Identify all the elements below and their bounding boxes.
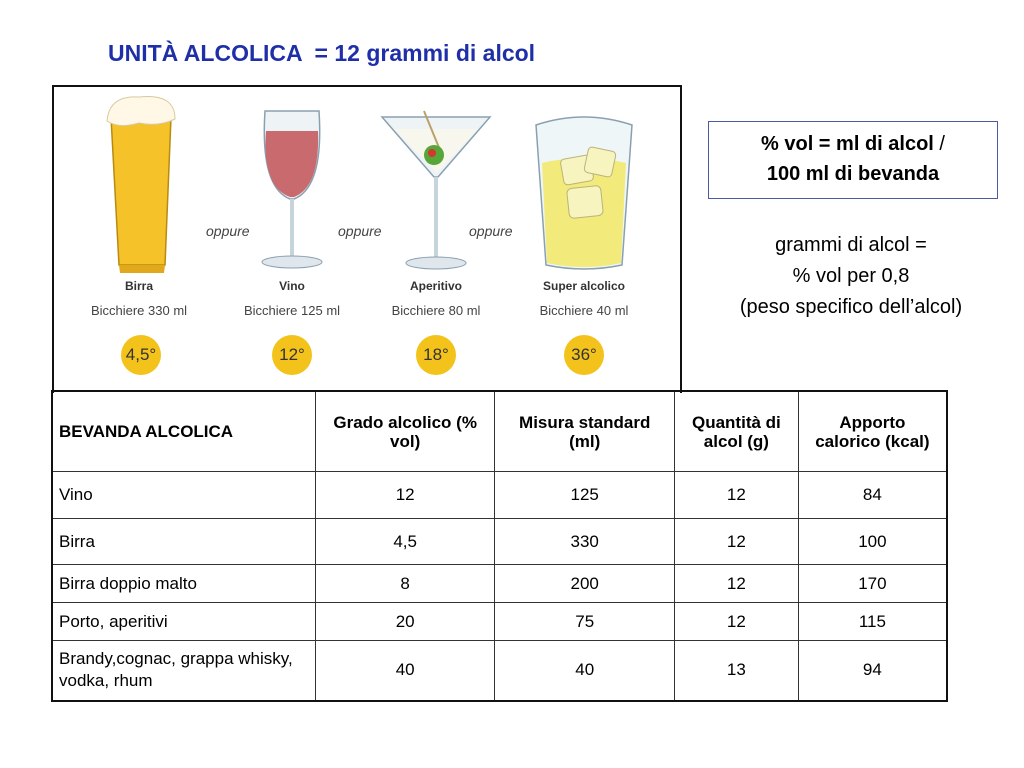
- drink-measure: Bicchiere 40 ml: [539, 303, 629, 318]
- header-cell: Grado alcolico (% vol): [315, 391, 495, 472]
- table-cell: 4,5: [315, 519, 495, 565]
- table-cell: 100: [798, 519, 947, 565]
- volume-formula-box: [708, 121, 998, 199]
- volume-formula-tail: /: [933, 133, 945, 155]
- table-cell: 12: [674, 519, 798, 565]
- drink-name: Super alcolico: [542, 279, 626, 293]
- grams-formula-line2: % vol per 0,8: [792, 265, 910, 287]
- table-cell: 170: [798, 565, 947, 603]
- spirit-glass-icon: [524, 87, 644, 277]
- drink-measure: Bicchiere 330 ml: [90, 303, 188, 318]
- table-cell: Vino: [52, 472, 315, 519]
- oppure-label: oppure: [338, 223, 382, 239]
- table-row: [52, 565, 947, 603]
- alcohol-table: [51, 390, 948, 702]
- wine-drink: [232, 87, 352, 393]
- table-cell: 12: [674, 603, 798, 641]
- table-cell: 12: [674, 565, 798, 603]
- oppure-label: oppure: [469, 223, 513, 239]
- grams-formula: [686, 230, 1016, 323]
- table-cell: Brandy,cognac, grappa whisky, vodka, rhum: [52, 641, 315, 701]
- oppure-label: oppure: [206, 223, 250, 239]
- header-cell: BEVANDA ALCOLICA: [52, 391, 315, 472]
- grams-formula-line3: (peso specifico dell’alcol): [739, 296, 963, 318]
- table-row: [52, 603, 947, 641]
- table-header-row: [52, 391, 947, 472]
- table-cell: Birra: [52, 519, 315, 565]
- table-cell: 40: [315, 641, 495, 701]
- table-cell: 12: [674, 472, 798, 519]
- table-cell: 200: [495, 565, 675, 603]
- drink-name: Aperitivo: [409, 279, 462, 293]
- table-cell: 13: [674, 641, 798, 701]
- volume-formula-line2: 100 ml di bevanda: [766, 163, 940, 185]
- header-cell: Quantità di alcol (g): [674, 391, 798, 472]
- table-cell: 8: [315, 565, 495, 603]
- spirit-drink: [524, 87, 644, 393]
- degree-badge: 12°: [272, 335, 312, 375]
- table-cell: Birra doppio malto: [52, 565, 315, 603]
- header-cell: Misura standard (ml): [495, 391, 675, 472]
- wine-glass-icon: [232, 87, 352, 277]
- beer-glass-icon: [79, 87, 199, 277]
- table-cell: Porto, aperitivi: [52, 603, 315, 641]
- degree-badge: 4,5°: [121, 335, 161, 375]
- martini-glass-icon: [376, 87, 496, 277]
- drink-name: Birra: [124, 279, 153, 293]
- drink-measure: Bicchiere 80 ml: [391, 303, 481, 318]
- volume-formula-bold: % vol = ml di alcol: [761, 133, 934, 155]
- drink-measure: Bicchiere 125 ml: [243, 303, 341, 318]
- drinks-illustration: [52, 85, 682, 393]
- table-cell: 125: [495, 472, 675, 519]
- table-cell: 115: [798, 603, 947, 641]
- table-cell: 84: [798, 472, 947, 519]
- table-row: [52, 519, 947, 565]
- table-cell: 330: [495, 519, 675, 565]
- header-cell: Apporto calorico (kcal): [798, 391, 947, 472]
- table-cell: 12: [315, 472, 495, 519]
- table-cell: 94: [798, 641, 947, 701]
- table-row: [52, 641, 947, 701]
- degree-badge: 36°: [564, 335, 604, 375]
- degree-badge: 18°: [416, 335, 456, 375]
- table-row: [52, 472, 947, 519]
- aperitif-drink: [376, 87, 496, 393]
- volume-formula-line1: [709, 129, 997, 159]
- drink-name: Vino: [279, 279, 305, 293]
- page-title: UNITÀ ALCOLICA = 12 grammi di alcol: [108, 40, 536, 66]
- table-cell: 40: [495, 641, 675, 701]
- grams-formula-line1: grammi di alcol =: [775, 234, 927, 256]
- table-cell: 75: [495, 603, 675, 641]
- beer-drink: [79, 87, 199, 393]
- table-cell: 20: [315, 603, 495, 641]
